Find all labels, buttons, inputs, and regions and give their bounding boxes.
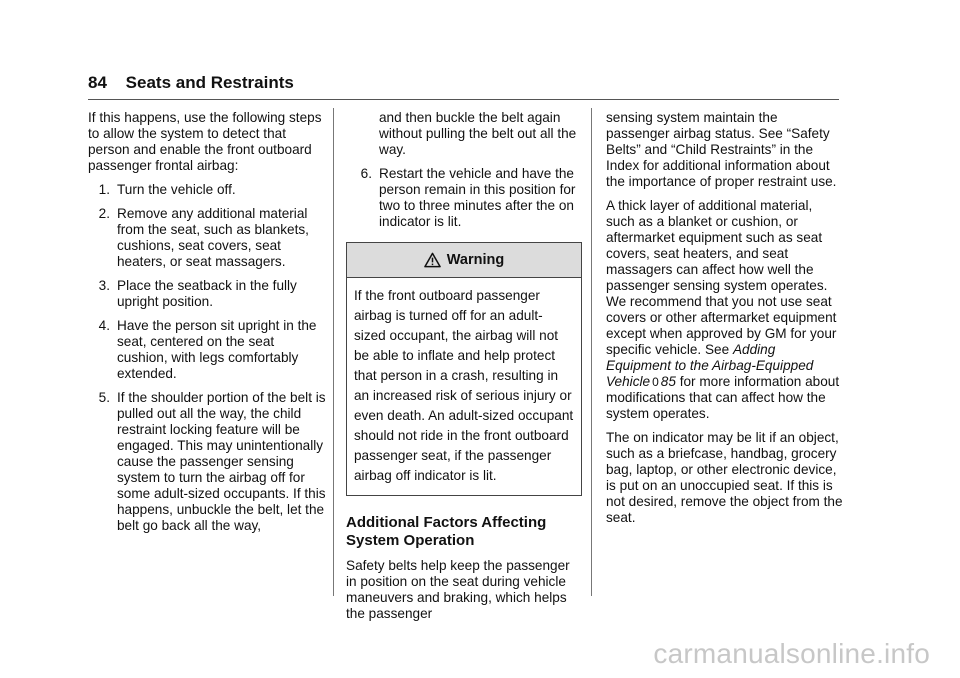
step-text: and then buckle the belt again without pulling the belt out all the way.	[379, 110, 577, 157]
step-2	[88, 206, 328, 270]
cross-reference-link[interactable]: Adding Equipment to the Airbag-Equipped Vehicle 0 85	[606, 342, 814, 389]
paragraph-restraint-use: sensing system maintain the passenger airbag status. See “Safety Belts” and “Child Restraints” in the Index for additional information about the importance of proper restraint use.	[606, 110, 837, 189]
step-text: If the shoulder portion of the belt is pulled out all the way, the child restraint locking feature will be engaged. This may unintentionally cause the passenger sensing system to turn the airbag off for some adult-sized occupants. If this happens, unbuckle the belt, let the belt go back all the way,	[117, 390, 326, 533]
page-header	[88, 73, 294, 93]
step-number: 4.	[98, 318, 110, 333]
step-text: Restart the vehicle and have the person remain in this position for two to three minutes after the on indicator is lit.	[379, 166, 576, 229]
step-1	[88, 182, 328, 198]
step-text: Have the person sit upright in the seat, centered on the seat cushion, with legs comfortably extended.	[117, 318, 317, 381]
header-rule	[88, 99, 839, 100]
warning-header	[347, 243, 581, 278]
watermark: carmanualsonline.info	[653, 638, 930, 669]
warning-title: Warning	[446, 252, 505, 268]
intro-paragraph: If this happens, use the following steps to allow the system to detect that person and enable the front outboard passenger frontal airbag:	[88, 110, 322, 173]
section-heading: Additional Factors Affecting System Operation	[346, 514, 547, 549]
column-1	[88, 110, 328, 542]
column-2	[346, 110, 582, 630]
step-number: 3.	[98, 278, 110, 293]
step-6	[346, 166, 582, 230]
step-number: 2.	[98, 206, 110, 221]
page-number: 84	[88, 73, 107, 92]
step-5	[88, 390, 328, 534]
step-text: Place the seatback in the fully upright position.	[117, 278, 297, 309]
column-3	[606, 110, 844, 534]
section-title: Seats and Restraints	[125, 73, 294, 92]
warning-triangle-icon	[424, 252, 441, 268]
step-5-continued	[346, 110, 582, 158]
step-text: Remove any additional material from the seat, such as blankets, cushions, seat covers, seat heaters, or seat massagers.	[117, 206, 309, 269]
step-4	[88, 318, 328, 382]
page-ref-icon: 0	[652, 375, 659, 389]
step-3	[88, 278, 328, 310]
paragraph-on-indicator: The on indicator may be lit if an object, such as a briefcase, handbag, grocery bag, laptop, or other electronic device, is put on an unoccupied seat. If this is not desired, remove the object from the seat.	[606, 430, 843, 525]
column-divider-2	[591, 108, 592, 596]
step-number: 5.	[98, 390, 110, 405]
step-number: 6.	[360, 166, 372, 181]
section-paragraph: Safety belts help keep the passenger in position on the seat during vehicle maneuvers and braking, which helps the passenger	[346, 558, 570, 621]
step-number: 1.	[98, 182, 110, 197]
page-ref-number[interactable]: 85	[660, 374, 676, 389]
step-text: Turn the vehicle off.	[117, 182, 236, 197]
column-divider-1	[333, 108, 334, 596]
warning-box	[346, 242, 582, 496]
paragraph-additional-material: A thick layer of additional material, such as a blanket or cushion, or aftermarket equipment such as seat covers, seat heaters, and seat massagers can affect how well the passenger sensing system operates. We recommend that you not use seat covers or other aftermarket equipment except when approved by GM for your specific vehicle. See Adding Equipment to the Airbag-Equipped Vehicle 0 85 for more information about modifications that can affect how the system operates.	[606, 198, 840, 421]
warning-text: If the front outboard passenger airbag is turned off for an adult-sized occupant, the airbag will not be able to inflate and help protect that person in a crash, resulting in an increased risk of serious injury or even death. An adult-sized occupant should not ride in the front outboard passenger seat, if the passenger airbag off indicator is lit.	[354, 288, 574, 483]
